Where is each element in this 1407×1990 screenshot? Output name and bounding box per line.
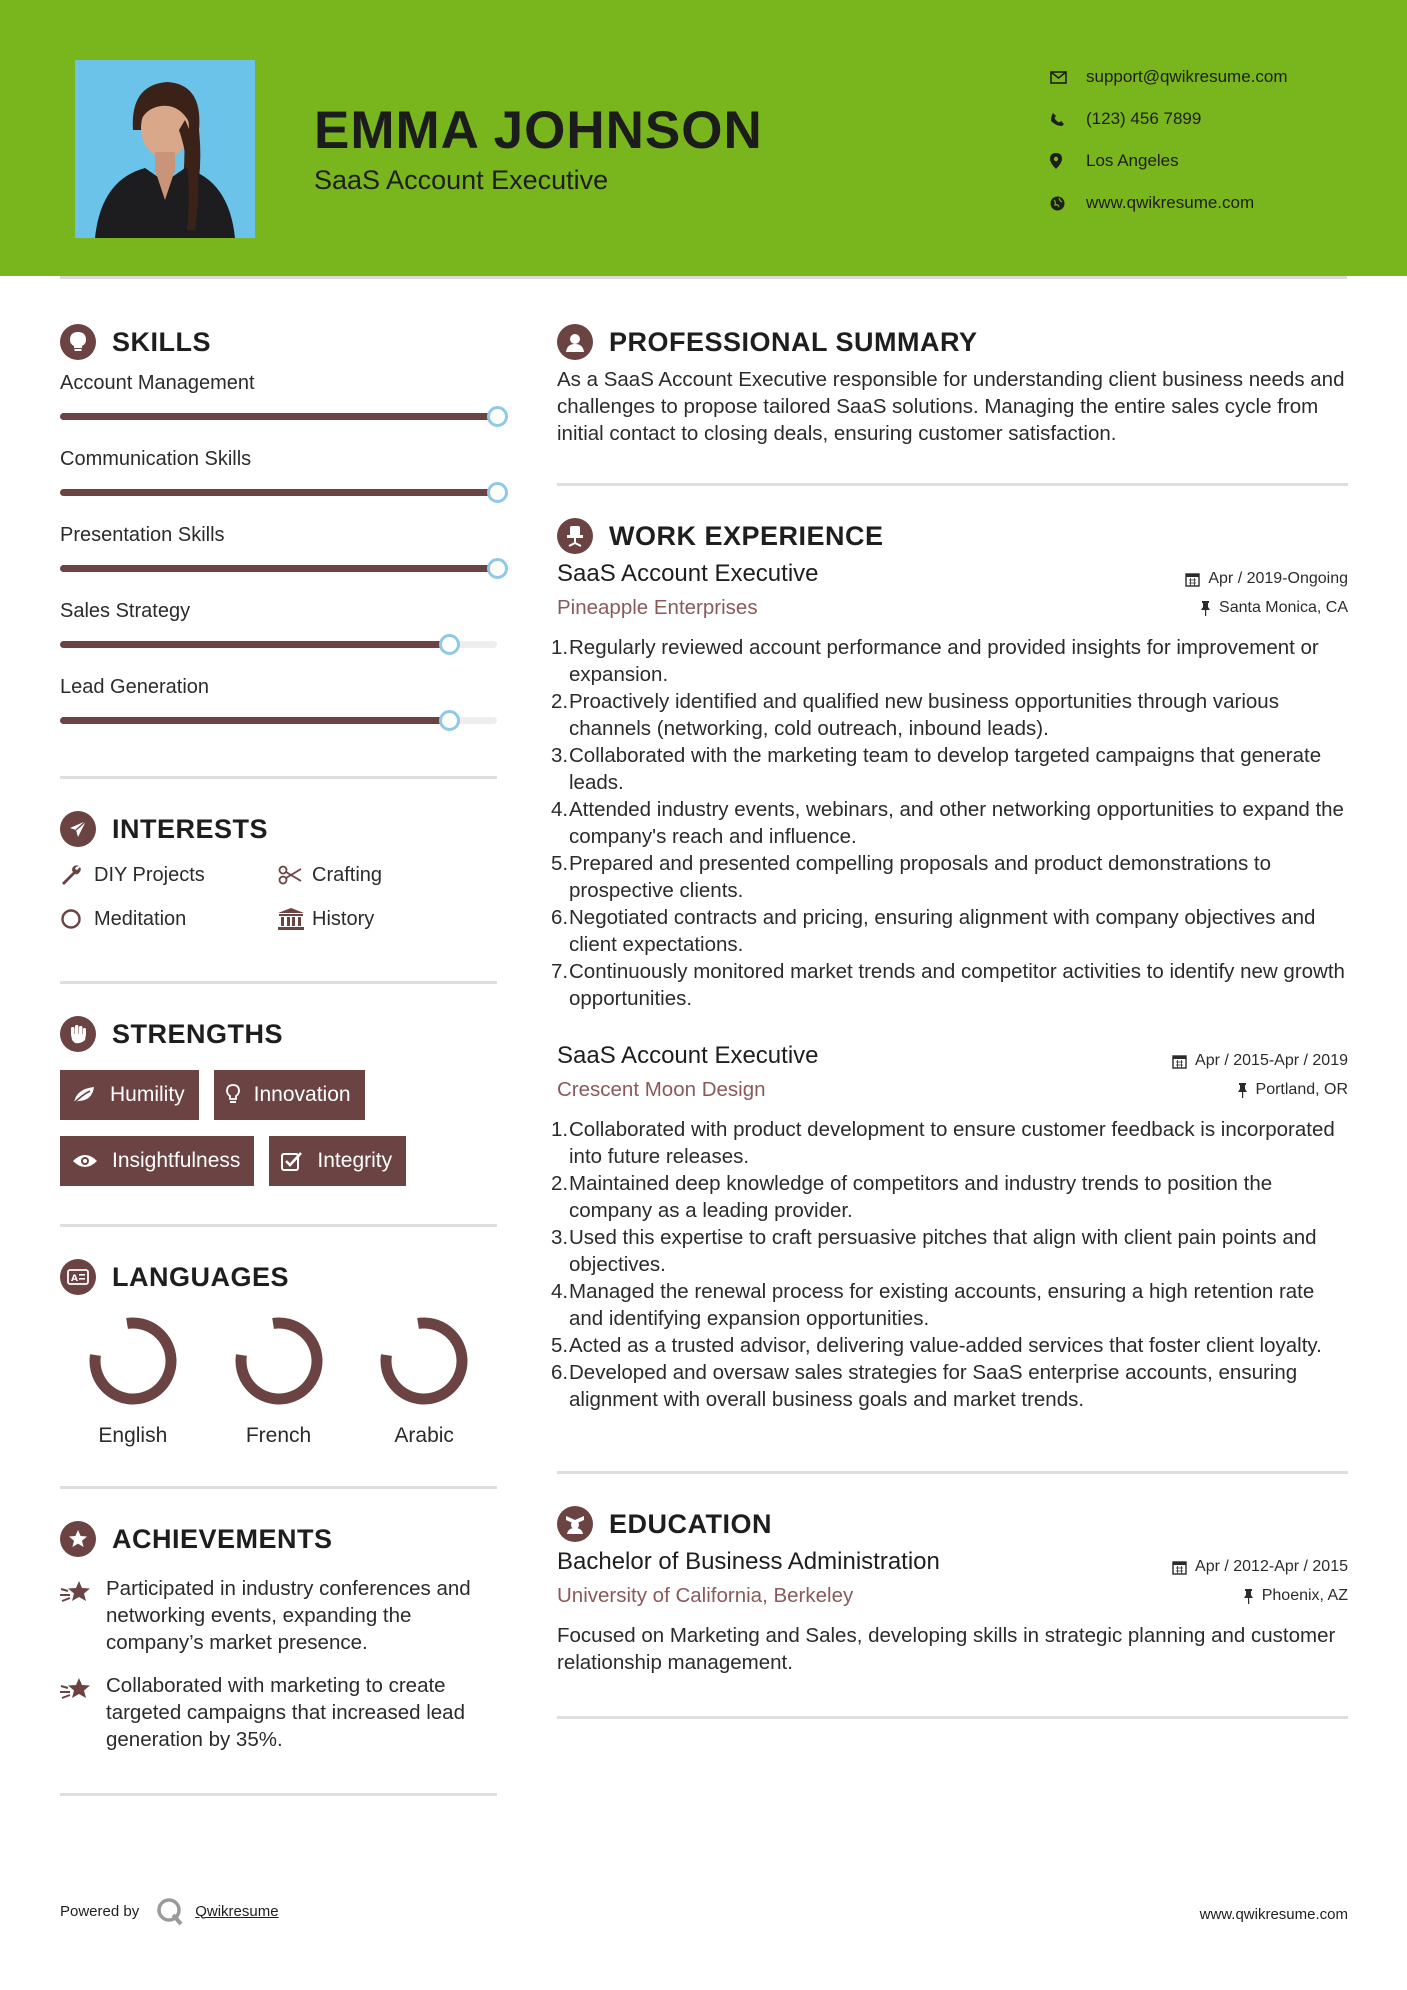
- qwikresume-link[interactable]: Qwikresume: [195, 1902, 279, 1920]
- language-item: [60, 1313, 206, 1448]
- skill-item: [60, 368, 497, 444]
- job-date: Apr / 2019-Ongoing: [1185, 570, 1348, 588]
- job-bullet: 3. Collaborated with the marketing team to develop targeted campaigns that generate leads.: [551, 744, 1322, 794]
- job-title: SaaS Account Executive: [557, 560, 819, 587]
- job-bullet: 2. Maintained deep knowledge of competitors and industry trends to position the company as a leading provider.: [551, 1172, 1273, 1222]
- language-item: [206, 1313, 352, 1448]
- office-chair-icon: [557, 518, 593, 554]
- skill-label: Account Management: [60, 372, 255, 394]
- skill-item: [60, 520, 497, 596]
- job-bullet: 1. Regularly reviewed account performance and provided insights for improvement or expansion.: [551, 636, 1319, 686]
- right-column: [551, 322, 1348, 1719]
- languages-heading: A LANGUAGES: [60, 1257, 497, 1297]
- candidate-role: SaaS Account Executive: [314, 165, 609, 195]
- eye-icon: [72, 1153, 98, 1169]
- skill-track: [60, 641, 497, 648]
- achievement-item: Participated in industry conferences and networking events, expanding the company’s market presence.: [60, 1575, 497, 1656]
- interest-item: History: [278, 903, 497, 935]
- skills-heading: SKILLS: [60, 322, 497, 362]
- svg-text:A: A: [71, 1274, 78, 1284]
- experience-heading: WORK EXPERIENCE: [557, 516, 1348, 556]
- fist-icon: [60, 1016, 96, 1052]
- achievement-item: Collaborated with marketing to create targeted campaigns that increased lead generation by 35%.: [60, 1672, 497, 1753]
- summary-text: As a SaaS Account Executive responsible for understanding client business needs and challenges to propose tailored SaaS solutions. Managing the entire sales cycle from initial contact to closing deals, ensuring customer satisfaction.: [557, 368, 1345, 445]
- interests-list: [60, 859, 497, 935]
- job-bullets: [551, 1116, 1348, 1413]
- phone-icon: [1050, 112, 1086, 127]
- checkbox-icon: [281, 1151, 303, 1171]
- job-bullet: 6. Developed and oversaw sales strategies for SaaS enterprise accounts, ensuring alignment with overall business goals and market trends.: [551, 1361, 1298, 1411]
- calendar-icon: [1172, 1054, 1187, 1069]
- pushpin-icon: [1237, 1083, 1248, 1098]
- contact-phone-row: [1050, 98, 1380, 140]
- job-bullet: 1. Collaborated with product development to ensure customer feedback is incorporated into future releases.: [551, 1118, 1335, 1168]
- job-bullet: 6. Negotiated contracts and pricing, ensuring alignment with company objectives and client expectations.: [551, 906, 1316, 956]
- skill-knob: [487, 558, 508, 579]
- languages-list: [60, 1313, 497, 1448]
- interests-heading: INTERESTS: [60, 809, 497, 849]
- language-label: English: [98, 1424, 168, 1447]
- calendar-icon: [1172, 1560, 1187, 1575]
- achievements-heading: ACHIEVEMENTS: [60, 1519, 497, 1559]
- job-title: SaaS Account Executive: [557, 1042, 819, 1069]
- school-name: University of California, Berkeley: [557, 1584, 854, 1607]
- header-banner: [0, 0, 1407, 276]
- skill-label: Lead Generation: [60, 676, 210, 698]
- job-bullet: 4. Attended industry events, webinars, and other networking opportunities to expand the company's reach and influence.: [551, 798, 1344, 848]
- pushpin-icon: [1243, 1589, 1254, 1604]
- job-bullet: 5. Acted as a trusted advisor, delivering value-added services that foster client loyalty.: [551, 1334, 1322, 1357]
- job-entry: [551, 560, 1348, 1012]
- job-bullet: 2. Proactively identified and qualified new business opportunities through various channels (networking, cold outreach, inbound leads).: [551, 690, 1279, 740]
- contact-location-row: [1050, 140, 1380, 182]
- section-divider: [557, 1716, 1348, 1719]
- job-bullet: 4. Managed the renewal process for existing accounts, ensuring a high retention rate and identifying expansion opportunities.: [551, 1280, 1315, 1330]
- language-label: Arabic: [394, 1424, 454, 1447]
- map-pin-icon: [1050, 153, 1086, 169]
- education-date: Apr / 2012-Apr / 2015: [1172, 1558, 1348, 1576]
- skill-fill: [60, 641, 449, 648]
- language-ring: [85, 1313, 181, 1409]
- globe-icon: [1050, 196, 1086, 211]
- graduate-icon: [557, 1506, 593, 1542]
- skill-label: Communication Skills: [60, 448, 252, 470]
- education-location: Phoenix, AZ: [1243, 1587, 1348, 1605]
- degree-title: Bachelor of Business Administration: [557, 1548, 940, 1575]
- skills-list: [60, 368, 497, 748]
- profile-photo: [75, 60, 255, 238]
- leaf-icon: [72, 1085, 96, 1105]
- interest-item: DIY Projects: [60, 859, 278, 891]
- education-entry: [557, 1548, 1348, 1676]
- skill-item: [60, 672, 497, 748]
- calendar-icon: [1185, 572, 1200, 587]
- lightbulb-icon: [226, 1084, 240, 1106]
- wrench-icon: [60, 864, 94, 886]
- contact-location: Los Angeles: [1086, 151, 1179, 170]
- skill-knob: [487, 406, 508, 427]
- job-company: Crescent Moon Design: [557, 1078, 766, 1101]
- star-badge-icon: [60, 1521, 96, 1557]
- envelope-icon: [1050, 71, 1086, 84]
- contact-email-row: [1050, 56, 1380, 98]
- strength-tag: Humility: [60, 1070, 199, 1120]
- shooting-star-icon: [60, 1575, 106, 1656]
- skill-fill: [60, 717, 449, 724]
- lightbulb-icon: [60, 324, 96, 360]
- language-card-icon: [60, 1259, 96, 1295]
- interest-item: Meditation: [60, 903, 278, 935]
- education-description: Focused on Marketing and Sales, developing skills in strategic planning and customer relationship management.: [557, 1624, 1336, 1674]
- skill-fill: [60, 565, 497, 572]
- strengths-heading: STRENGTHS: [60, 1014, 497, 1054]
- user-icon: [557, 324, 593, 360]
- language-label: French: [245, 1424, 312, 1447]
- qwikresume-logo-icon: [155, 1896, 185, 1926]
- skill-item: [60, 444, 497, 520]
- footer-powered-by: Powered by Qwikresume: [60, 1896, 279, 1926]
- skill-knob: [487, 482, 508, 503]
- scissors-icon: [278, 865, 312, 885]
- skill-label: Sales Strategy: [60, 600, 191, 622]
- job-date: Apr / 2015-Apr / 2019: [1172, 1052, 1348, 1070]
- skill-track: [60, 717, 497, 724]
- summary-heading: PROFESSIONAL SUMMARY: [557, 322, 1348, 362]
- job-entry: [551, 1042, 1348, 1413]
- section-divider: [60, 1793, 497, 1796]
- strengths-list: [60, 1070, 497, 1186]
- job-bullets: [551, 634, 1348, 1012]
- contact-phone[interactable]: (123) 456 7899: [1086, 109, 1202, 128]
- job-bullet: 5. Prepared and presented compelling proposals and product demonstrations to prospective clients.: [551, 852, 1271, 902]
- strength-tag: Integrity: [269, 1136, 406, 1186]
- strength-tag: Insightfulness: [60, 1136, 254, 1186]
- skill-item: [60, 596, 497, 672]
- museum-icon: [278, 908, 312, 930]
- contact-website[interactable]: www.qwikresume.com: [1086, 193, 1255, 212]
- contact-email[interactable]: support@qwikresume.com: [1086, 67, 1288, 86]
- circle-icon: [60, 908, 94, 930]
- job-location: Portland, OR: [1237, 1081, 1348, 1099]
- skill-fill: [60, 489, 497, 496]
- strength-tag: Innovation: [214, 1070, 365, 1120]
- language-item: [351, 1313, 497, 1448]
- interest-item: Crafting: [278, 859, 497, 891]
- job-bullet: 3. Used this expertise to craft persuasive pitches that align with client pain points and objectives.: [551, 1226, 1317, 1276]
- footer-website[interactable]: www.qwikresume.com: [1199, 1906, 1348, 1923]
- skill-label: Presentation Skills: [60, 524, 225, 546]
- language-ring: [231, 1313, 327, 1409]
- skill-track: [60, 413, 497, 420]
- paper-plane-icon: [60, 811, 96, 847]
- left-column: [60, 322, 497, 1796]
- header-divider: [60, 276, 1347, 279]
- education-heading: EDUCATION: [557, 1504, 1348, 1544]
- skill-knob: [439, 634, 460, 655]
- job-bullet: 7. Continuously monitored market trends and competitor activities to identify new growth opportunities.: [551, 960, 1345, 1010]
- contact-website-row: [1050, 182, 1380, 224]
- language-ring: [376, 1313, 472, 1409]
- pushpin-icon: [1200, 601, 1211, 616]
- skill-fill: [60, 413, 497, 420]
- job-location: Santa Monica, CA: [1200, 599, 1348, 617]
- shooting-star-icon: [60, 1672, 106, 1753]
- job-company: Pineapple Enterprises: [557, 596, 758, 619]
- skill-knob: [439, 710, 460, 731]
- skill-track: [60, 565, 497, 572]
- skill-track: [60, 489, 497, 496]
- contact-block: [1050, 56, 1380, 224]
- candidate-name: EMMA JOHNSON: [314, 101, 763, 160]
